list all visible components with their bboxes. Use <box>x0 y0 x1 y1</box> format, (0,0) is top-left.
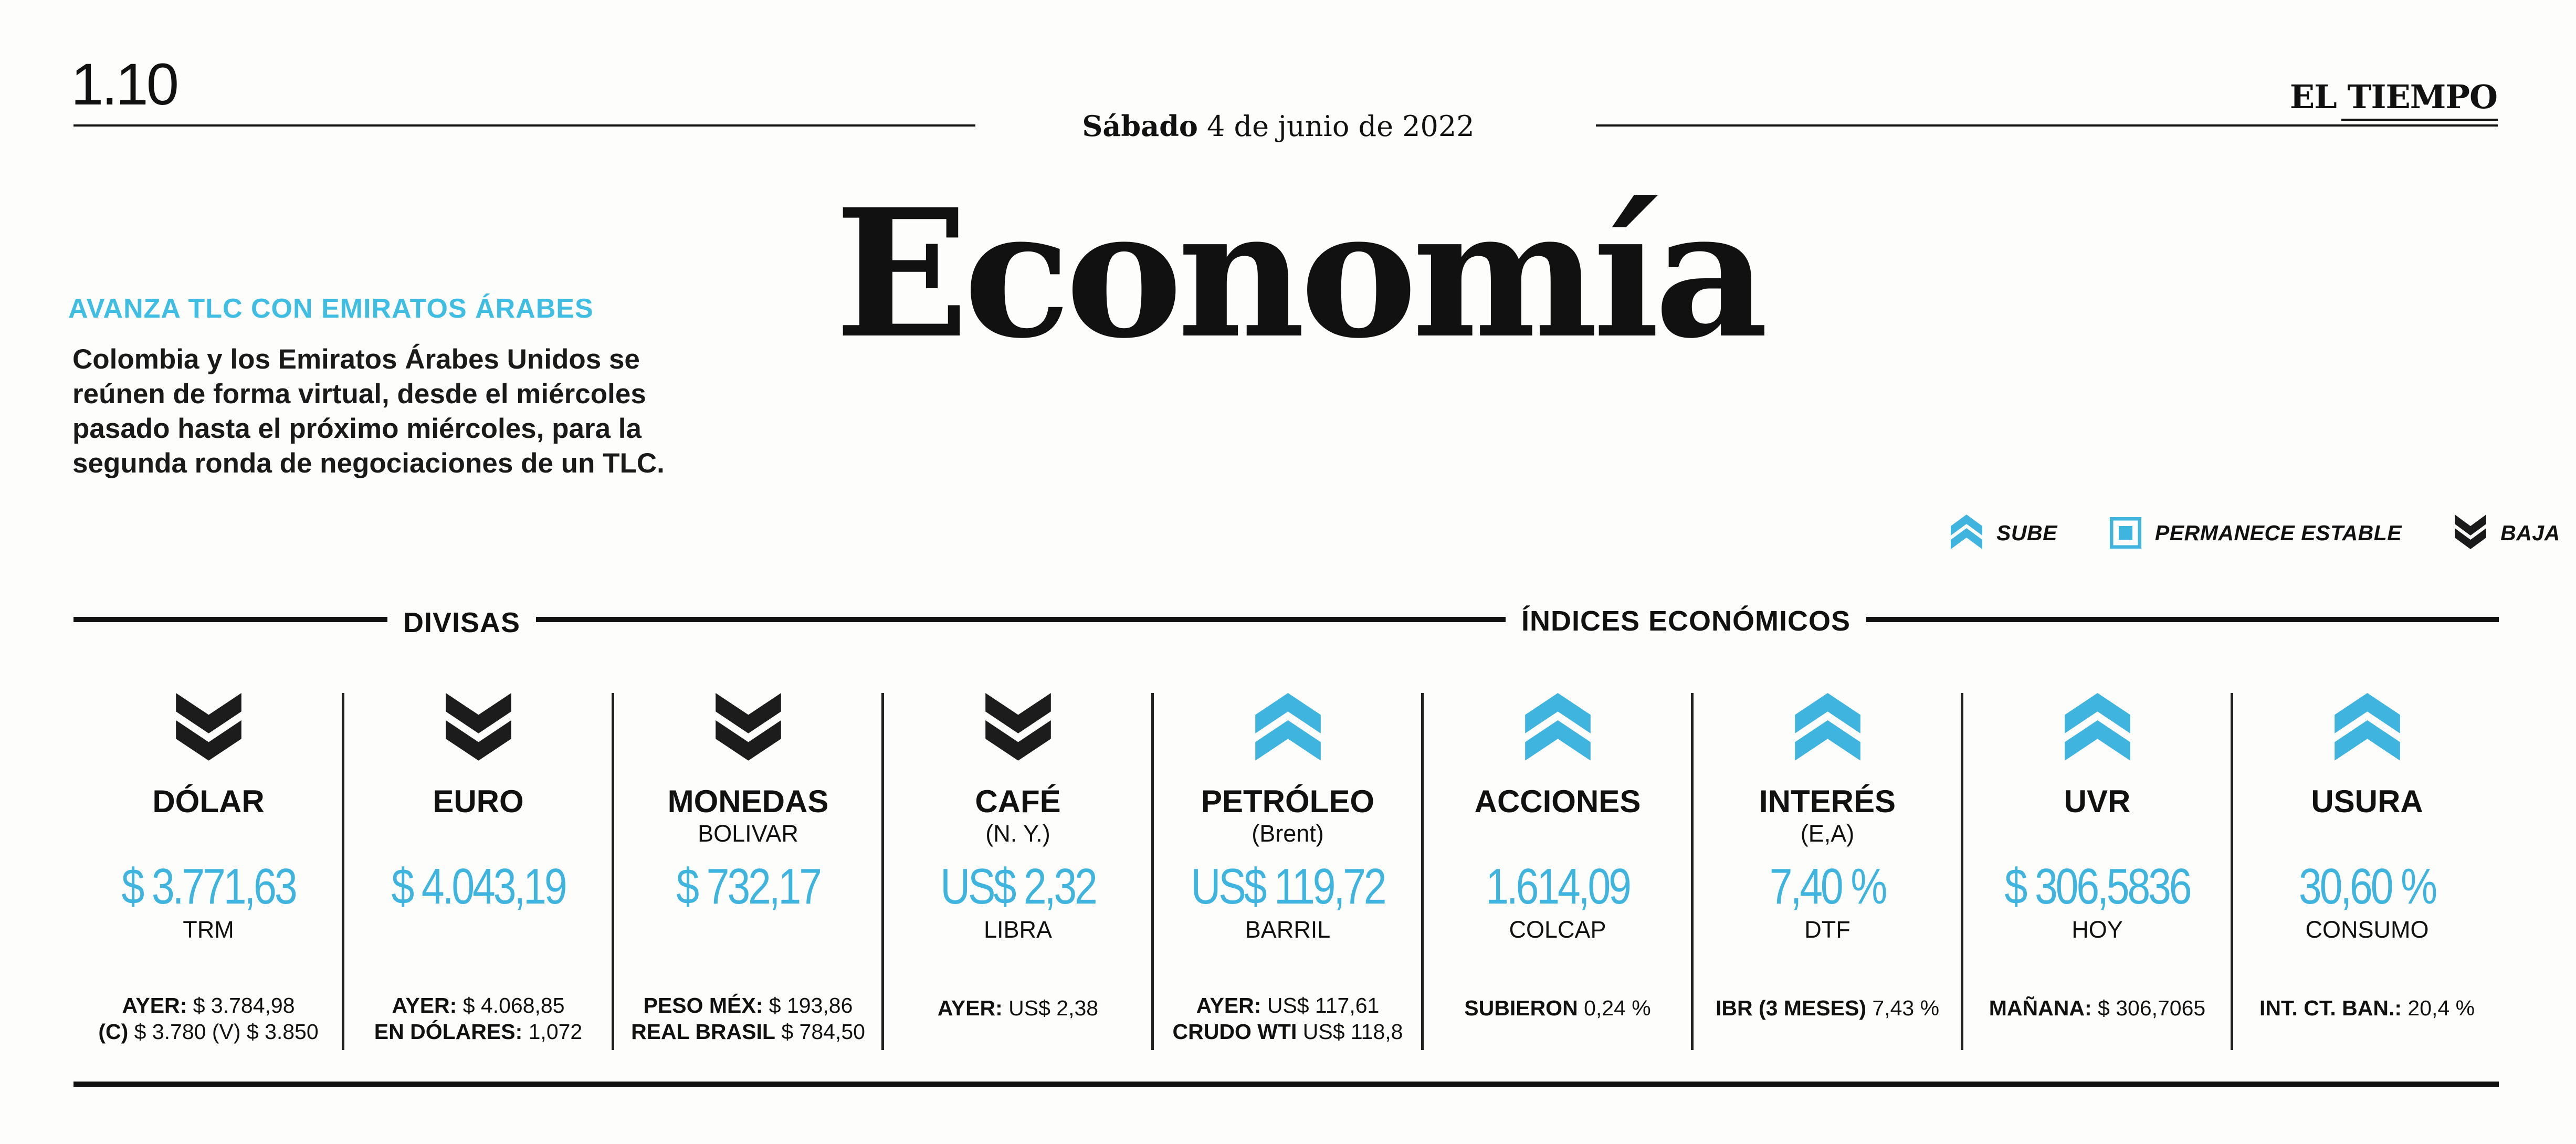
indicator-body <box>1692 693 1962 1061</box>
footnote-label: AYER: <box>392 993 457 1017</box>
indicator-column <box>883 683 1153 1061</box>
indicator-value: US$ 119,72 <box>1191 858 1385 915</box>
indicator-subtitle: (E,A) <box>1800 820 1855 847</box>
trend-indicator <box>73 693 343 772</box>
footnote-line <box>613 992 883 1019</box>
trend-indicator <box>2232 693 2502 772</box>
indicator-body <box>2232 693 2502 1061</box>
up-arrow-icon <box>2335 693 2400 764</box>
indicator-body <box>613 693 883 1061</box>
footnote-line <box>1692 995 1962 1021</box>
up-arrow-icon <box>1950 515 1983 551</box>
indicator-column <box>1423 683 1692 1061</box>
down-arrow-icon <box>176 693 241 764</box>
header-rule-brand <box>2341 119 2498 121</box>
footnote-text: 1,072 <box>522 1020 583 1044</box>
indicator-column <box>73 683 343 1061</box>
footnote-label: SUBIERON <box>1464 996 1578 1020</box>
footnote-text: US$ 117,61 <box>1261 993 1380 1017</box>
footnote-text: 0,24 % <box>1578 996 1651 1020</box>
footnote-label: IBR (3 MESES) <box>1715 996 1866 1020</box>
indicator-unit <box>343 916 613 944</box>
indicator-value: 1.614,09 <box>1486 858 1629 915</box>
indicator-subtitle <box>343 820 613 847</box>
indicator-value: US$ 2,32 <box>940 858 1096 915</box>
indicator-column <box>613 683 883 1061</box>
footnote-label: INT. CT. BAN.: <box>2259 996 2402 1020</box>
trend-indicator <box>1692 693 1962 772</box>
indicator-footnote <box>1962 995 2232 1021</box>
column-divider <box>612 693 614 1050</box>
footnote-line <box>613 1019 883 1045</box>
indicator-value: $ 4.043,19 <box>391 858 565 915</box>
story-kicker: AVANZA TLC CON EMIRATOS ÁRABES <box>68 293 594 324</box>
indicator-unit: BARRIL <box>1245 916 1331 943</box>
footnote-label: AYER: <box>1196 993 1261 1017</box>
footnote-text: $ 3.780 (V) $ 3.850 <box>128 1020 319 1044</box>
footnote-label: (C) <box>98 1020 129 1044</box>
indicator-unit: COLCAP <box>1509 916 1606 943</box>
indicator-unit: DTF <box>1804 916 1850 943</box>
indicator-value: $ 3.771,63 <box>121 858 296 915</box>
up-arrow-icon <box>1255 693 1321 764</box>
story-body: Colombia y los Emiratos Árabes Unidos se reúnen de forma virtual, desde el miércoles pasado hasta el próximo miércoles, para la segunda ronda de negociaciones de un TLC. <box>72 344 665 479</box>
footnote-text: $ 784,50 <box>775 1020 865 1044</box>
indicator-name: INTERÉS <box>1759 784 1896 819</box>
indicator-body <box>1423 693 1692 1061</box>
indicator-subtitle: BOLIVAR <box>698 820 798 847</box>
indicator-unit: HOY <box>2072 916 2123 943</box>
indicator-value: 7,40 % <box>1769 858 1886 915</box>
indicator-footnote <box>343 992 613 1045</box>
down-arrow-icon <box>985 693 1051 764</box>
indicator-subtitle <box>73 820 343 847</box>
legend-stable-label: PERMANECE ESTABLE <box>2154 520 2402 545</box>
footnote-text: $ 193,86 <box>763 993 853 1017</box>
footnote-text: $ 3.784,98 <box>187 993 295 1017</box>
indicator-name: MONEDAS <box>667 784 829 819</box>
footnote-label: CRUDO WTI <box>1172 1020 1297 1044</box>
footnote-line <box>343 992 613 1019</box>
publication-date <box>976 108 1580 145</box>
indicator-footnote <box>1423 995 1692 1021</box>
indicator-name: CAFÉ <box>975 784 1061 819</box>
column-divider <box>1151 693 1154 1050</box>
column-divider <box>1961 693 1963 1050</box>
footnote-text: $ 4.068,85 <box>457 993 565 1017</box>
footnote-line <box>1153 992 1423 1019</box>
indicator-value: $ 732,17 <box>676 858 820 915</box>
footnote-label: REAL BRASIL <box>631 1020 775 1044</box>
footer-rule <box>73 1082 2499 1087</box>
column-divider <box>2231 693 2233 1050</box>
indicator-column <box>2232 683 2502 1061</box>
date-rest: 4 de junio de 2022 <box>1197 110 1475 143</box>
trend-indicator <box>1423 693 1692 772</box>
trend-indicator <box>1962 693 2232 772</box>
indicator-column <box>343 683 613 1061</box>
footnote-label: PESO MÉX: <box>643 993 763 1017</box>
indicator-name: USURA <box>2311 784 2423 819</box>
up-arrow-icon <box>2065 693 2130 764</box>
indicator-name: PETRÓLEO <box>1201 784 1375 819</box>
footnote-label: AYER: <box>122 993 187 1017</box>
legend-down-label: BAJA <box>2500 520 2560 545</box>
footnote-line <box>1423 995 1692 1021</box>
down-arrow-icon <box>716 693 781 764</box>
footnote-text: US$ 2,38 <box>1002 996 1099 1020</box>
column-divider <box>342 693 344 1050</box>
indicator-footnote <box>883 995 1153 1021</box>
column-divider <box>1691 693 1694 1050</box>
header-rule-right <box>1596 124 2498 127</box>
indicator-unit: CONSUMO <box>2305 916 2429 943</box>
indicator-body <box>73 693 343 1061</box>
indicator-subtitle: (N. Y.) <box>985 820 1050 847</box>
indicator-unit: LIBRA <box>983 916 1053 943</box>
indicator-column <box>1692 683 1962 1061</box>
indicator-unit: TRM <box>183 916 234 943</box>
newspaper-brand: EL TIEMPO <box>2289 78 2497 116</box>
footnote-label: AYER: <box>937 996 1003 1020</box>
column-divider <box>1421 693 1424 1050</box>
footnote-line <box>343 1019 613 1045</box>
indicator-body <box>1962 693 2232 1061</box>
trend-indicator <box>343 693 613 772</box>
indicator-footnote <box>2232 995 2502 1021</box>
date-day: Sábado <box>1082 109 1198 143</box>
indicator-value: 30,60 % <box>2298 858 2436 915</box>
footnote-line <box>883 995 1153 1021</box>
indicator-subtitle <box>1962 820 2232 847</box>
legend-up-label: SUBE <box>1996 520 2057 545</box>
footnote-line <box>73 992 343 1019</box>
indicator-name: UVR <box>2064 784 2131 819</box>
page-number: 1.10 <box>71 51 177 117</box>
up-arrow-icon <box>1795 693 1860 764</box>
indicator-name: ACCIONES <box>1474 784 1641 819</box>
footnote-label: EN DÓLARES: <box>374 1020 523 1044</box>
footnote-text: 20,4 % <box>2402 996 2475 1020</box>
footnote-text: US$ 118,8 <box>1297 1020 1403 1044</box>
footnote-text: $ 306,7065 <box>2091 996 2206 1020</box>
indicator-footnote <box>73 992 343 1045</box>
footnote-text: 7,43 % <box>1866 996 1940 1020</box>
footnote-line <box>1153 1019 1423 1045</box>
indicator-footnote <box>613 992 883 1045</box>
indicator-body <box>343 693 613 1061</box>
band-label-indices: ÍNDICES ECONÓMICOS <box>1506 605 1866 637</box>
stable-square-icon <box>2110 517 2141 549</box>
footnote-line <box>1962 995 2232 1021</box>
indicator-footnote <box>1692 995 1962 1021</box>
indicator-subtitle: (Brent) <box>1252 820 1324 847</box>
indicator-body <box>1153 693 1423 1061</box>
indicator-value: $ 306,5836 <box>2004 858 2190 915</box>
indicator-unit <box>613 916 883 944</box>
column-divider <box>881 693 884 1050</box>
trend-indicator <box>1153 693 1423 772</box>
header-rule-left <box>73 124 975 127</box>
indicator-column <box>1962 683 2232 1061</box>
section-title: Economía <box>835 171 1763 377</box>
indicator-subtitle <box>2232 820 2502 847</box>
footnote-line <box>2232 995 2502 1021</box>
trend-indicator <box>613 693 883 772</box>
down-arrow-icon <box>2454 515 2487 551</box>
indicator-column <box>1153 683 1423 1061</box>
band-label-divisas: DIVISAS <box>387 606 536 639</box>
trend-indicator <box>883 693 1153 772</box>
footnote-line <box>73 1019 343 1045</box>
footnote-label: MAÑANA: <box>1989 996 2092 1020</box>
indicator-body <box>883 693 1153 1061</box>
down-arrow-icon <box>446 693 511 764</box>
indicator-subtitle <box>1423 820 1692 847</box>
indicator-footnote <box>1153 992 1423 1045</box>
trend-legend <box>1950 512 2560 554</box>
up-arrow-icon <box>1525 693 1591 764</box>
indicator-name: DÓLAR <box>152 784 265 819</box>
indicator-name: EURO <box>433 784 524 819</box>
